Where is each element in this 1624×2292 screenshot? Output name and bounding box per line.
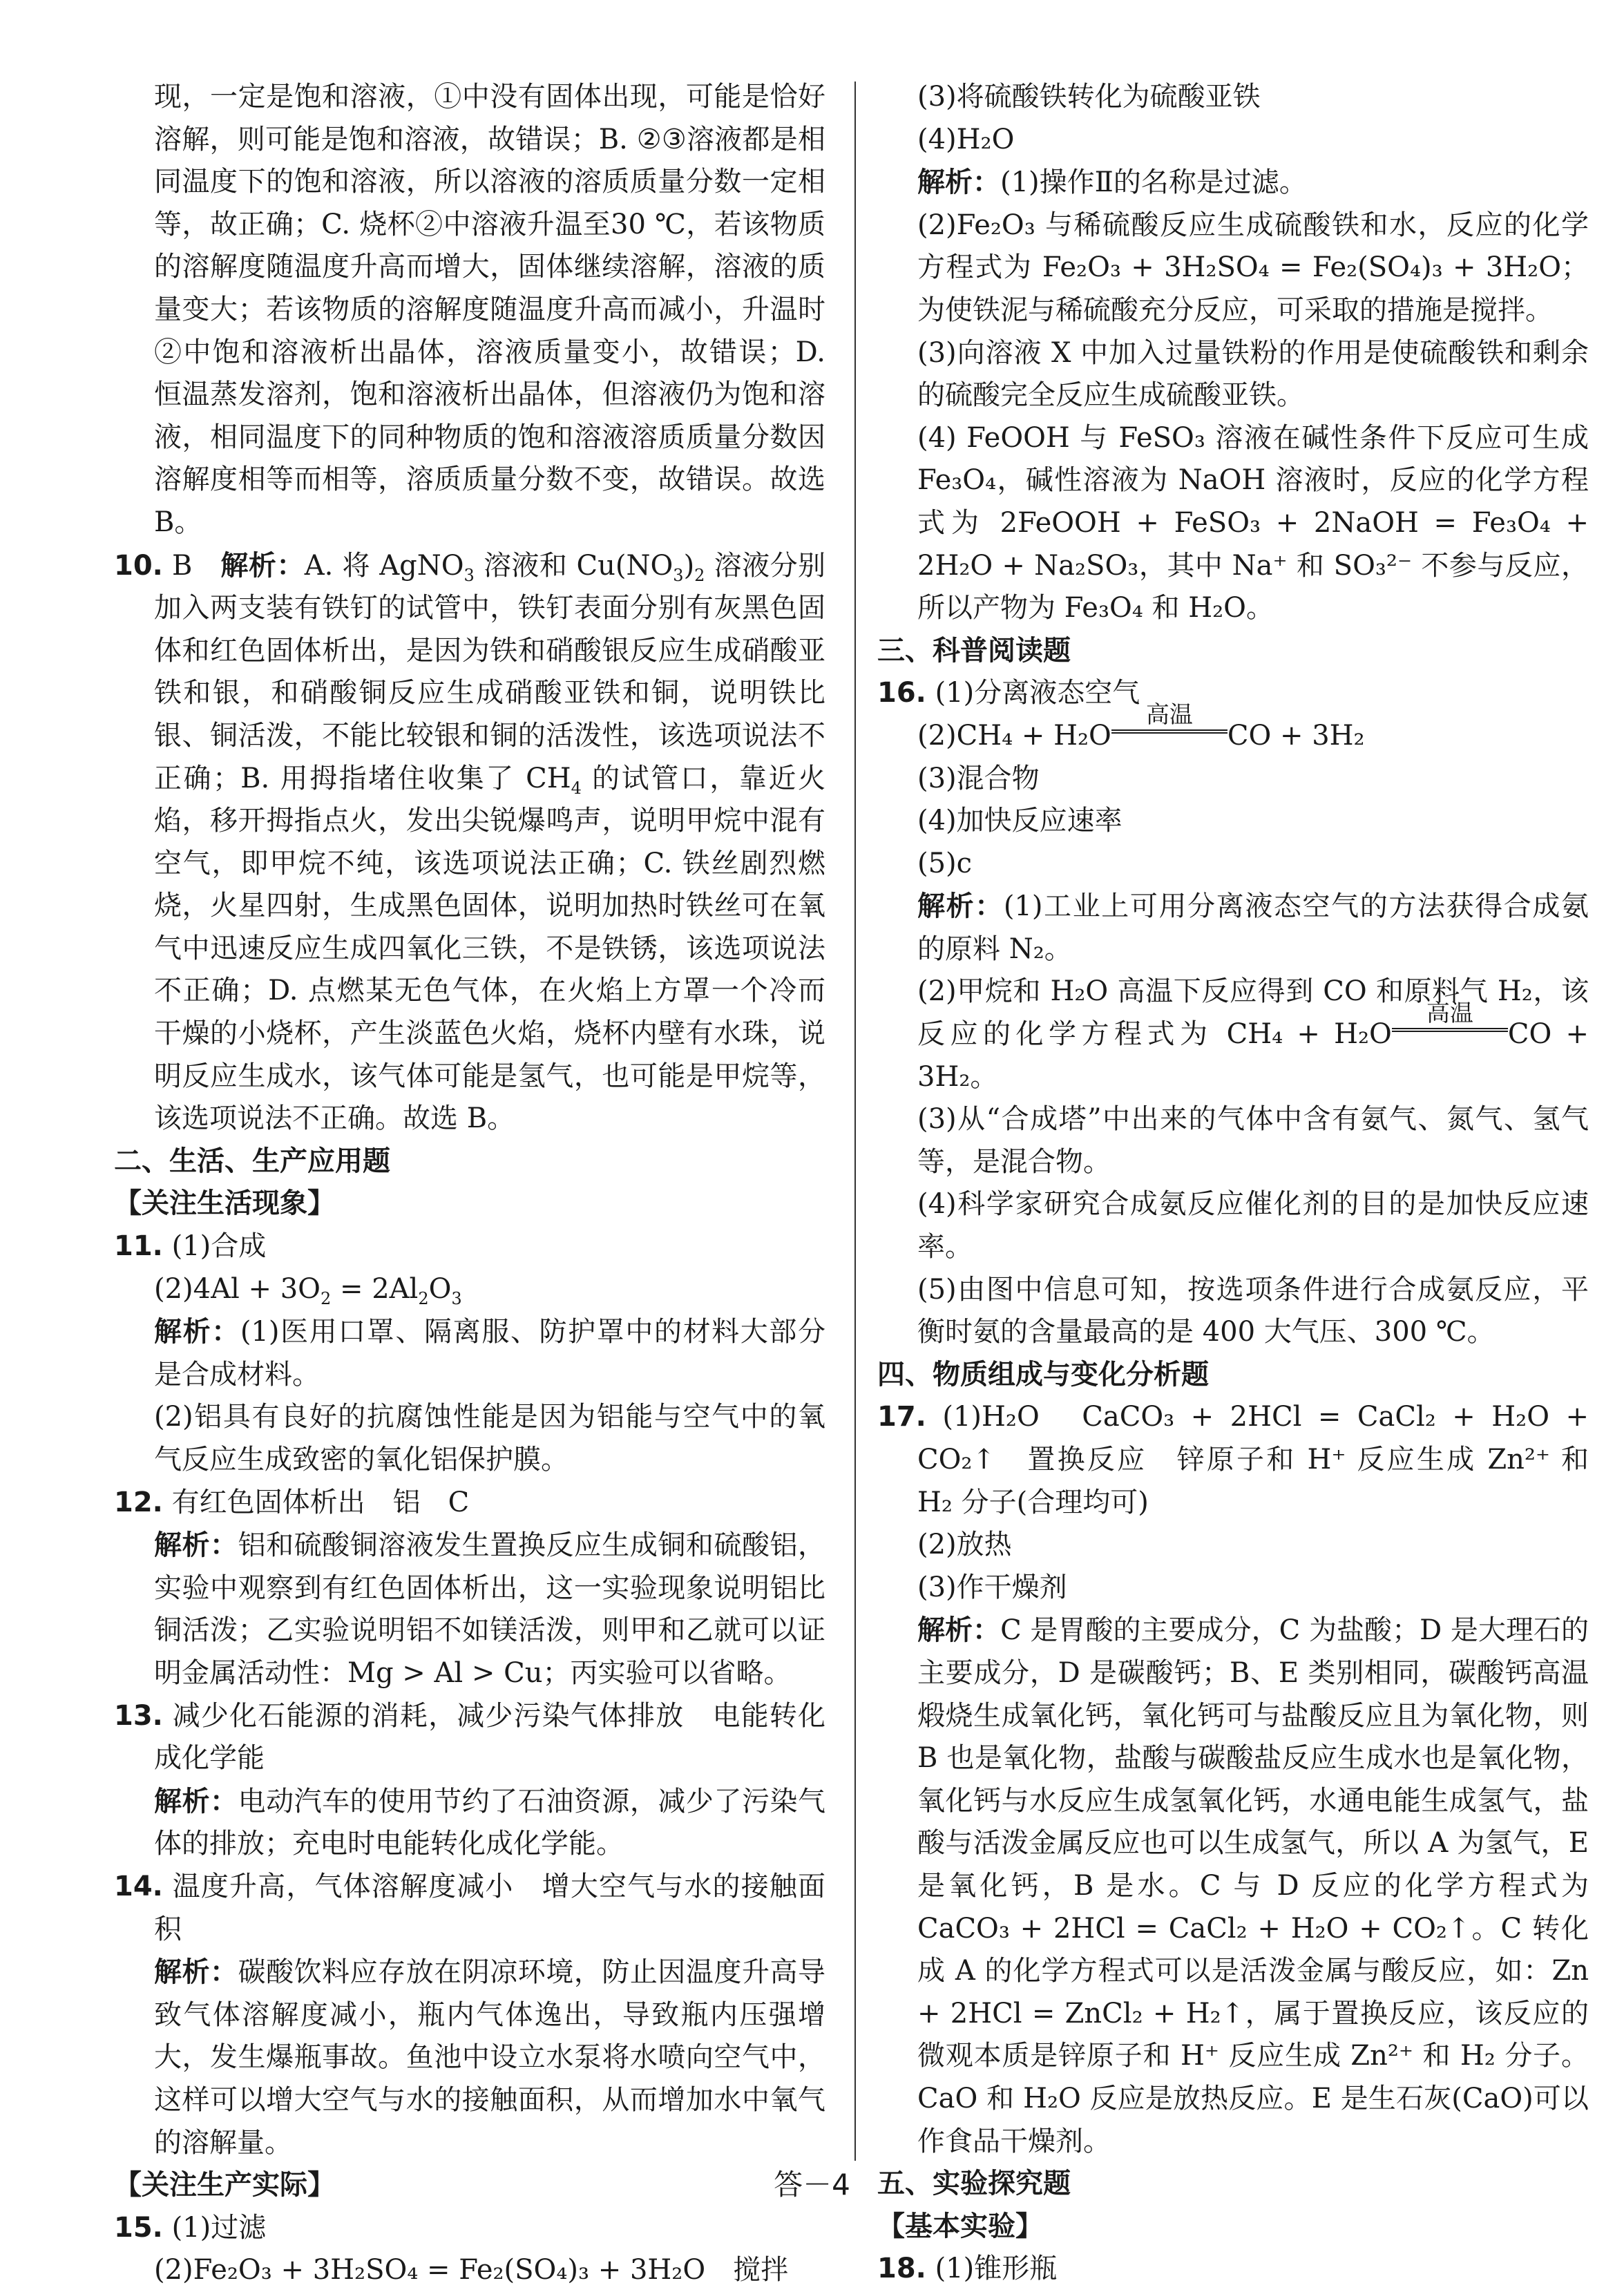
section-2-heading: 二、生活、生产应用题 [114,1145,390,1177]
q15-part3: (3)将硫酸铁转化为硫酸亚铁 [917,81,1261,113]
q12-analysis: 解析：铝和硫酸铜溶液发生置换反应生成铜和硫酸铝，实验中观察到有红色固体析出，这一实验现象说明铝比铜活泼；乙实验说明铝不如镁活泼，则甲和乙就可以证明金属活动性：Mg > Al > Cu；丙实验可以省略。 [154,1529,826,1689]
q17-part3: (3)作干燥剂 [917,1571,1067,1603]
q11-number: 11. [114,1230,163,1263]
q10-answer-letter: B [172,549,193,582]
q10-text-b: 溶液和 Cu(NO [483,549,674,582]
q11-analysis-2: (2)铝具有良好的抗腐蚀性能是因为铝能与空气中的氧气反应生成致密的氧化铝保护膜。 [154,1401,825,1476]
q13-analysis: 解析：电动汽车的使用节约了石油资源，减少了污染气体的排放；充电时电能转化成化学能。 [154,1784,826,1860]
q16-analysis-5: (5)由图中信息可知，按选项条件进行合成氨反应，平衡时氨的含量最高的是 400 大气压、300 ℃。 [917,1273,1589,1348]
q11-part1: (1)合成 [171,1230,267,1263]
q16-part3: (3)混合物 [917,762,1040,794]
q15-analysis-1: 解析：(1)操作Ⅱ的名称是过滤。 [917,166,1307,199]
subsection-basic-experiment: 【基本实验】 [877,2210,1043,2242]
q13-number: 13. [114,1699,163,1732]
q16-part2: (2)CH₄ + H₂O 高温 CO + 3H₂ [917,700,1365,752]
q9-continuation: 现，一定是饱和溶液，①中没有固体出现，可能是恰好溶解，则可能是饱和溶液，故错误；B. ②③溶液都是相同温度下的饱和溶液，所以溶液的溶质质量分数一定相等，故正确；C. 烧杯②中溶液升温至30 ℃，若该物质的溶解度随温度升高而增大，固体继续溶解，溶液的质量变大；若该物质的溶解度随温度升高而减小，升温时②中饱和溶液析出晶体，溶液质量变小，故错误；D. 恒温蒸发溶剂，饱和溶液析出晶体，但溶液仍为饱和溶液，相同温度下的同种物质的饱和溶液溶质质量分数因溶解度相等而相等，溶质质量分数不变，故错误。故选 B。 [154,81,825,538]
q16-analysis-3: (3)从“合成塔”中出来的气体中含有氨气、氮气、氢气等，是混合物。 [917,1103,1589,1178]
q10-text-d: 的试管口，靠近火焰，移开拇指点火，发出尖锐爆鸣声，说明甲烷中混有空气，即甲烷不纯，该选项说法正确；C. 铁丝剧烈燃烧，火星四射，生成黑色固体，说明加热时铁丝可在氧气中迅速反应生成四氧化三铁，不是铁锈，该选项说法不正确；D. 点燃某无色气体，在火焰上方罩一个冷而干燥的小烧杯，产生淡蓝色火焰，烧杯内壁有水珠，说明反应生成水，该气体可能是氢气，也可能是甲烷等，该选项说法不正确。故选 B。 [154,762,825,1135]
q17-number: 17. [877,1401,926,1433]
q15-answer: 15. (1)过滤 [114,2211,267,2244]
q14-answer: 14. 温度升高，气体溶解度减小 增大空气与水的接触面积 [114,1870,826,1945]
high-temp-condition: 高温 [1111,717,1227,745]
q10-answer: 10. B 解析：A. 将 AgNO$_3$ 溶液和 $Cu(NO_3)_2$ 溶液分别加入两支装有铁钉的试管中，铁钉表面分别有灰黑色固体和红色固体析出，是因为铁和硝酸银反应生成硝酸亚铁和银，和硝酸铜反应生成硝酸亚铁和铜，说明铁比银、铜活泼，不能比较银和铜的活泼性，该选项说法不正确；B. 用拇指堵住收集了 $CH_4$ 的试管口，靠近火焰，移开拇指点火，发出尖锐爆鸣声，说明甲烷中混有空气，即甲烷不纯，该选项说法正确；C. 铁丝剧烈燃烧，火星四射，生成黑色固体，说明加热时铁丝可在氧气中迅速反应生成四氧化三铁，不是铁锈，该选项说法不正确；D. 点燃某无色气体，在火焰上方罩一个冷而干燥的小烧杯，产生淡蓝色火焰，烧杯内壁有水珠，说明反应生成水，该气体可能是氢气，也可能是甲烷等，该选项说法不正确。故选 B。 [114,548,826,1135]
right-column [877,76,1589,2291]
q12-number: 12. [114,1486,163,1518]
q10-text-c: 溶液分别加入两支装有铁钉的试管中，铁钉表面分别有灰黑色固体和红色固体析出，是因为铁和硝酸银反应生成硝酸亚铁和银，和硝酸铜反应生成硝酸亚铁和铜，说明铁比银、铜活泼，不能比较银和铜的活泼性，该选项说法不正确；B. 用拇指堵住收集了 CH [154,549,826,794]
q10-text-a: A. 将 AgNO [304,549,464,582]
left-column [114,76,825,2292]
q18-number: 18. [877,2253,926,2285]
q13-answer: 13. 减少化石能源的消耗，减少污染气体排放 电能转化成化学能 [114,1699,826,1775]
column-divider [854,82,856,2161]
q11-analysis-1: 解析：(1)医用口罩、隔离服、防护罩中的材料大部分是合成材料。 [154,1315,825,1391]
q16-analysis-4: (4)科学家研究合成氨反应催化剂的目的是加快反应速率。 [917,1188,1589,1263]
q15-part2: (2)Fe₂O₃ + 3H₂SO₄ = Fe₂(SO₄)₃ + 3H₂O 搅拌 [154,2254,789,2286]
q10-analysis-label: 解析： [220,548,305,582]
q14-analysis: 解析：碳酸饮料应存放在阴凉环境，防止因温度升高导致气体溶解度减小，瓶内气体逸出，导致瓶内压强增大，发生爆瓶事故。鱼池中设立水泵将水喷向空气中，这样可以增大空气与水的接触面积，从而增加水中氧气的溶解量。 [154,1956,826,2159]
q15-analysis-2: (2)Fe₂O₃ 与稀硫酸反应生成硫酸铁和水，反应的化学方程式为 Fe₂O₃ + 3H₂SO₄ = Fe₂(SO₄)₃ + 3H₂O；为使铁泥与稀硫酸充分反应，可采取的措施是搅拌。 [917,209,1589,326]
q15-part4: (4)H₂O [917,123,1015,155]
q10-number: 10. [114,549,163,582]
q16-answer: 16. (1)分离液态空气 [877,677,1140,709]
q17-analysis: 解析：C 是胃酸的主要成分，C 为盐酸；D 是大理石的主要成分，D 是碳酸钙；B、E 类别相同，碳酸钙高温煅烧生成氧化钙，氧化钙可与盐酸反应且为氧化物，则 B 也是氧化物，盐酸与碳酸盐反应生成水也是氧化物，氧化钙与水反应生成氢氧化钙，水通电能生成氢气，盐酸与活泼金属反应也可以生成氢气，所以 A 为氢气，E 是氧化钙，B 是水。C 与 D 反应的化学方程式为 CaCO₃ + 2HCl = CaCl₂ + H₂O + CO₂↑。C 转化成 A 的化学方程式可以是活泼金属与酸反应，如：Zn + 2HCl = ZnCl₂ + H₂↑，属于置换反应，该反应的微观本质是锌原子和 H⁺ 反应生成 Zn²⁺ 和 H₂ 分子。CaO 和 H₂O 反应是放热反应。E 是生石灰(CaO)可以作食品干燥剂。 [917,1614,1589,2157]
q18-answer: 18. (1)锥形瓶 [877,2253,1058,2285]
q12-answer: 12. 有红色固体析出 铝 C [114,1486,470,1518]
q16-analysis-1: 解析：(1)工业上可用分离液态空气的方法获得合成氨的原料 N₂。 [917,890,1589,965]
q11-part2: $(2)4Al + 3O_2 = 2Al_2O_3$ [154,1272,462,1308]
section-5-heading: 五、实验探究题 [877,2168,1071,2200]
q16-part4: (4)加快反应速率 [917,805,1123,837]
q11-answer [114,1225,825,1268]
q15-analysis-3: (3)向溶液 X 中加入过量铁粉的作用是使硫酸铁和剩余的硫酸完全反应生成硫酸亚铁。 [917,336,1589,412]
q15-analysis-4: (4) FeOOH 与 FeSO₃ 溶液在碱性条件下反应可生成 Fe₃O₄，碱性溶液为 NaOH 溶液时，反应的化学方程式为 2FeOOH + FeSO₃ + 2NaOH = Fe₃O₄ + 2H₂O + Na₂SO₃，其中 Na⁺ 和 SO₃²⁻ 不参与反应，所以产物为 Fe₃O₄ 和 H₂O。 [917,421,1589,624]
q15-number: 15. [114,2211,163,2244]
q17-answer: 17. (1)H₂O CaCO₃ + 2HCl = CaCl₂ + H₂O + CO₂↑ 置换反应 锌原子和 H⁺ 反应生成 Zn²⁺ 和 H₂ 分子(合理均可) [877,1401,1589,1518]
q16-number: 16. [877,677,926,709]
q16-part5: (5)c [917,847,973,879]
q14-number: 14. [114,1870,163,1902]
section-4-heading: 四、物质组成与变化分析题 [877,1358,1209,1391]
section-3-heading: 三、科普阅读题 [877,634,1071,667]
q17-part2: (2)放热 [917,1529,1012,1561]
high-temp-condition-2: 高温 [1392,1015,1508,1043]
page-number: 答－4 [774,2168,850,2202]
q16-analysis-2: (2)甲烷和 H₂O 高温下反应得到 CO 和原料气 H₂，该反应的化学方程式为 CH₄ + H₂O 高温 CO + 3H₂。 [917,975,1589,1093]
subsection-production: 【关注生产实际】 [114,2169,335,2202]
subsection-life: 【关注生活现象】 [114,1187,335,1220]
